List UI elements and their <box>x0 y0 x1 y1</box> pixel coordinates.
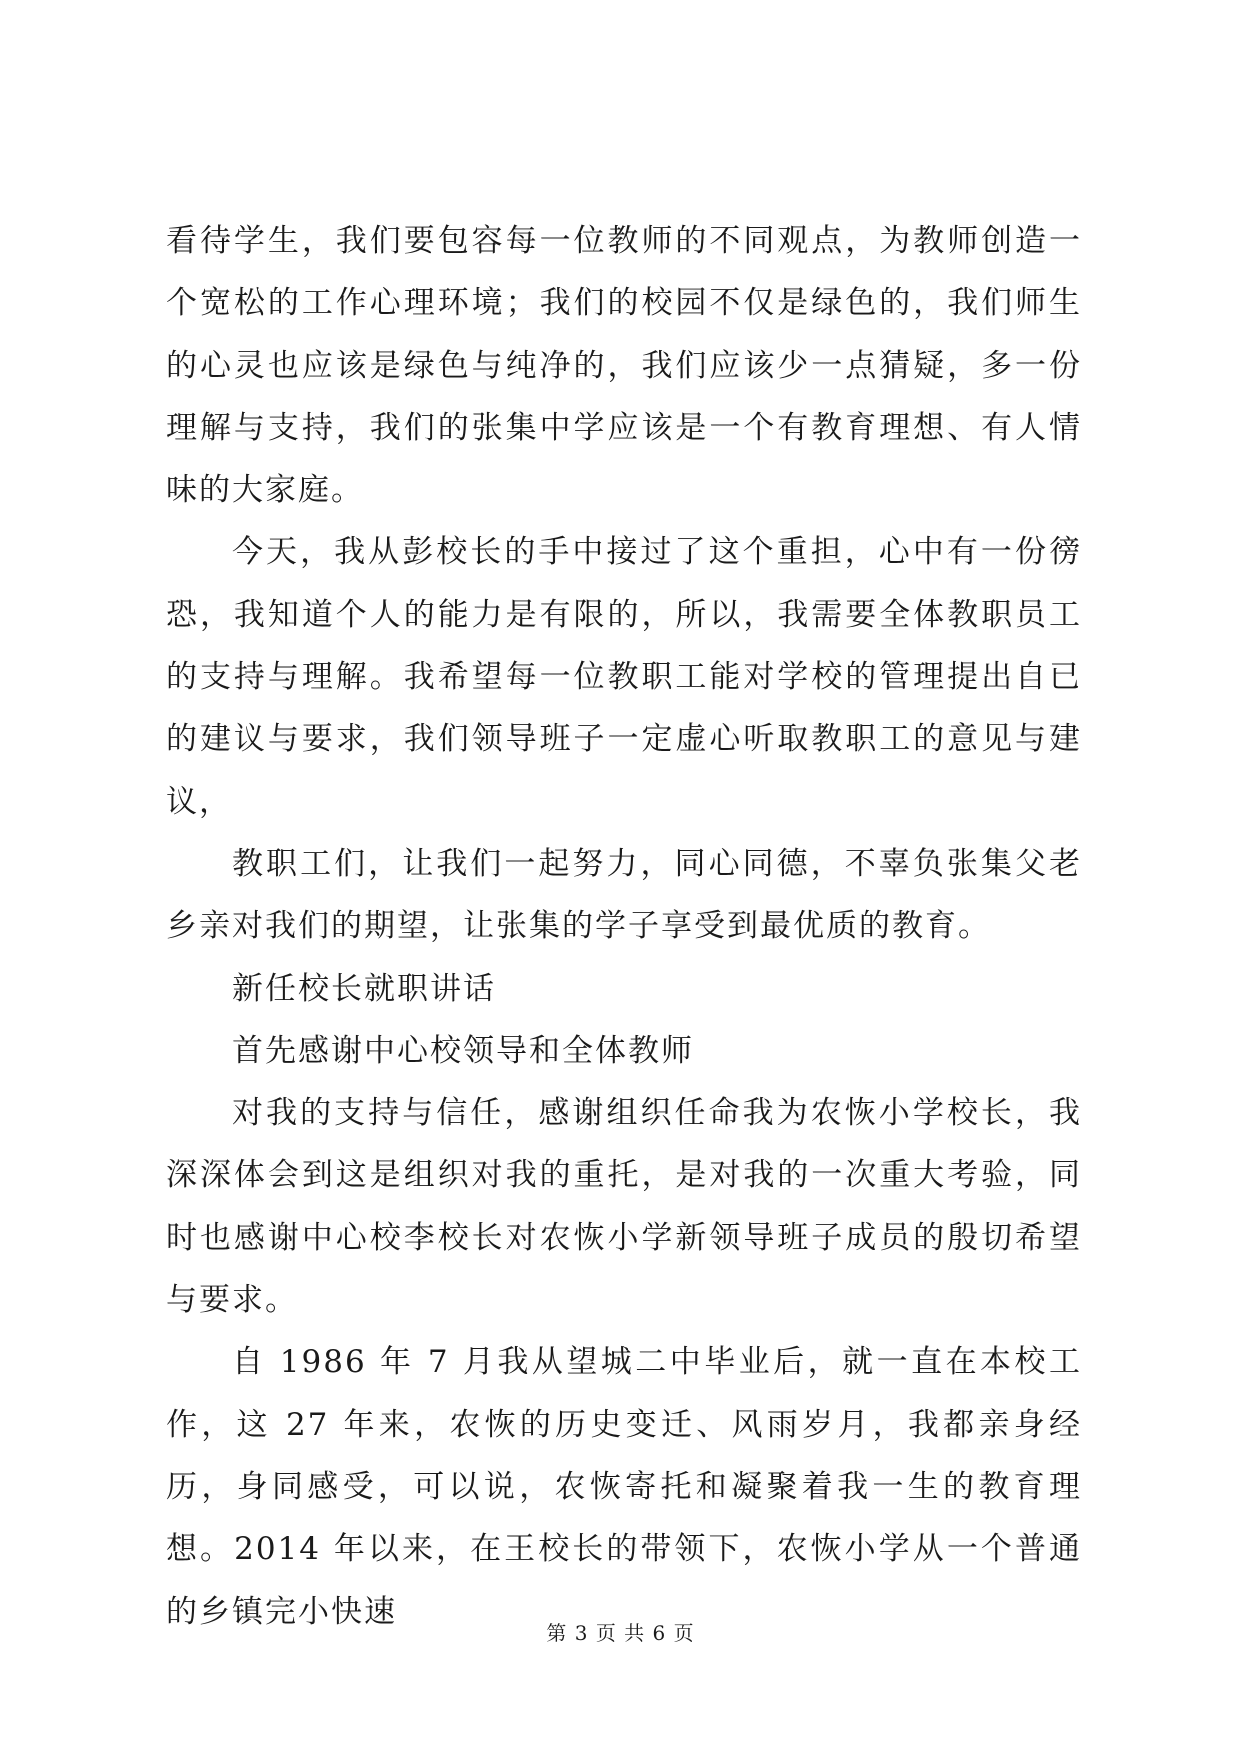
page-number-footer: 第 3 页 共 6 页 <box>546 1621 695 1645</box>
paragraph-5: 首先感谢中心校领导和全体教师 <box>232 1032 694 1069</box>
document-body <box>166 210 1082 1643</box>
paragraph-3: 教职工们，让我们一起努力，同心同德，不辜负张集父老乡亲对我们的期望，让张集的学子享受到最优质的教育。 <box>166 845 1082 945</box>
paragraph-7: 自 1986 年 7 月我从望城二中毕业后，就一直在本校工作，这 27 年来，农恢的历史变迁、风雨岁月，我都亲身经历，身同感受，可以说，农恢寄托和凝聚着我一生的教育理想。2014 年以来，在王校长的带领下，农恢小学从一个普通的乡镇完小快速 <box>166 1344 1082 1630</box>
paragraph-2: 今天，我从彭校长的手中接过了这个重担，心中有一份徬恐，我知道个人的能力是有限的，所以，我需要全体教职员工的支持与理解。我希望每一位教职工能对学校的管理提出自已的建议与要求，我们领导班子一定虚心听取教职工的意见与建议， <box>166 534 1082 820</box>
paragraph-6: 对我的支持与信任，感谢组织任命我为农恢小学校长，我深深体会到这是组织对我的重托，是对我的一次重大考验，同时也感谢中心校李校长对农恢小学新领导班子成员的殷切希望与要求。 <box>166 1095 1082 1319</box>
paragraph-1: 看待学生，我们要包容每一位教师的不同观点，为教师创造一个宽松的工作心理环境；我们的校园不仅是绿色的，我们师生的心灵也应该是绿色与纯净的，我们应该少一点猜疑，多一份理解与支持，我们的张集中学应该是一个有教育理想、有人情味的大家庭。 <box>166 223 1082 509</box>
paragraph-4-heading: 新任校长就职讲话 <box>232 970 496 1007</box>
